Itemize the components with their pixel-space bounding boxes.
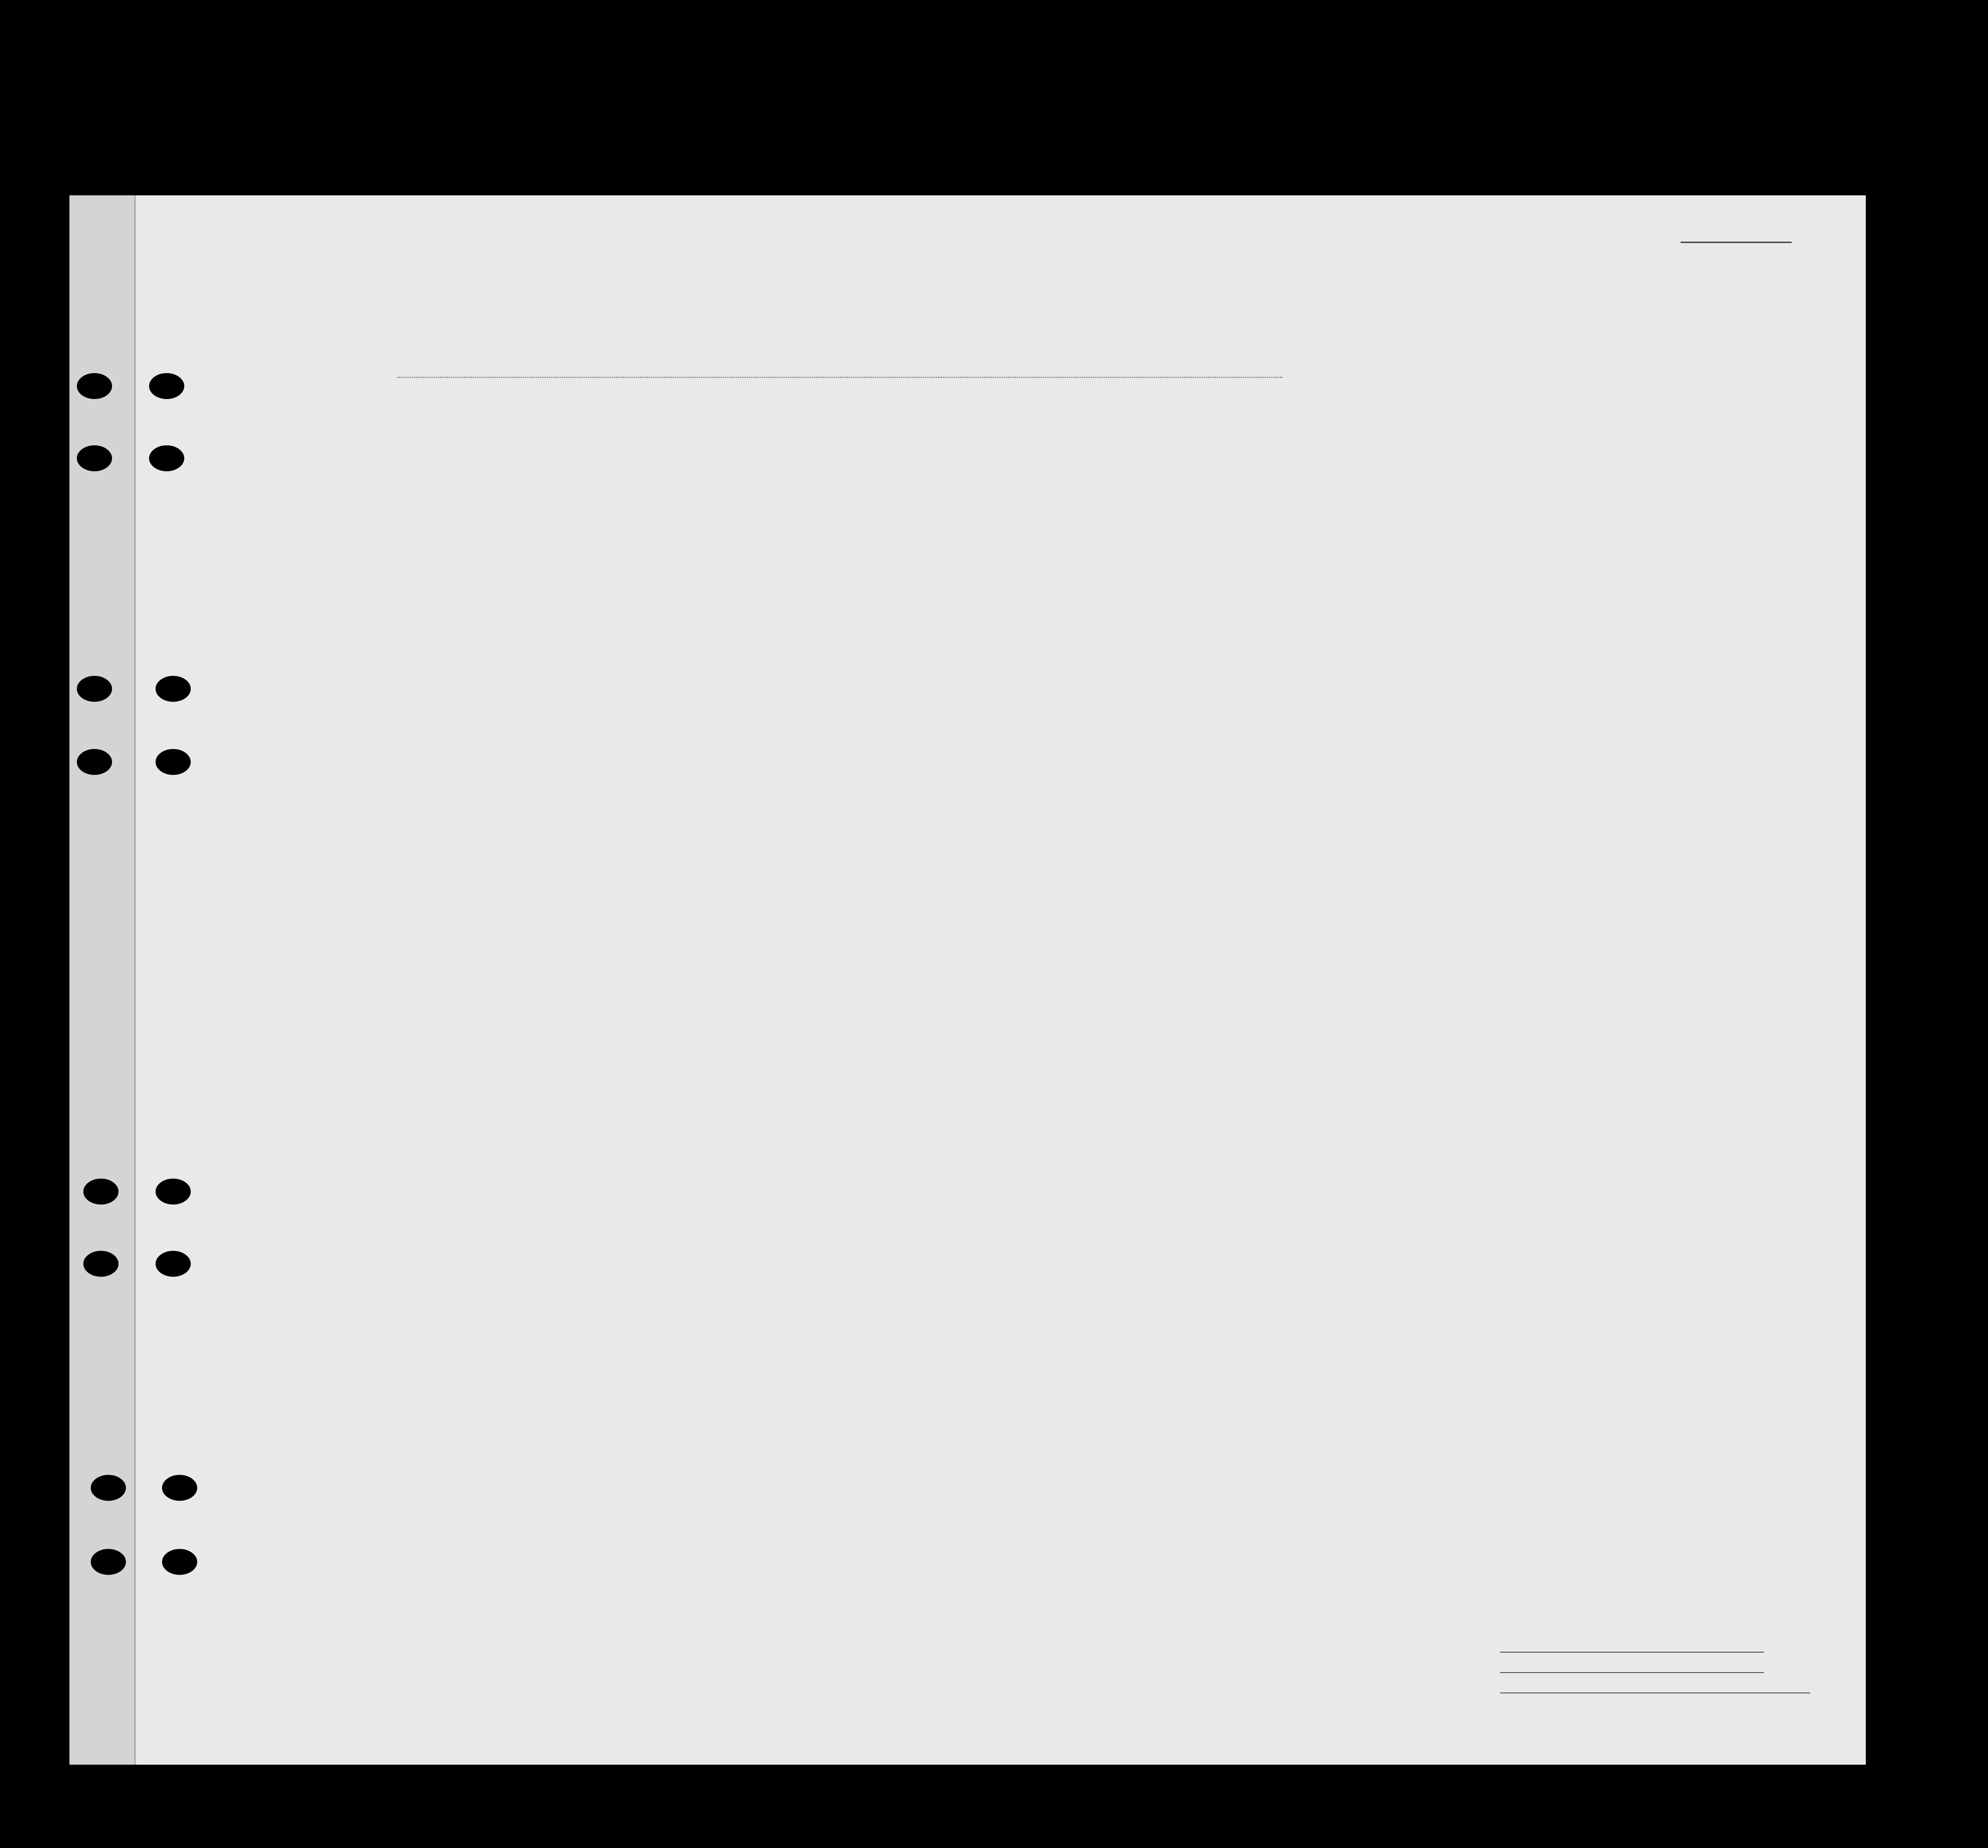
- col-24b-header: [1167, 473, 1193, 566]
- owners-value: [1500, 1672, 1764, 1673]
- manifest-page: [69, 195, 1866, 1765]
- line-value: [1500, 1652, 1764, 1653]
- col-19-header: [604, 445, 631, 556]
- agents-value: [1500, 1692, 1810, 1693]
- col-27-header: [1285, 448, 1304, 564]
- col-29-header: [1374, 448, 1411, 564]
- col-30-header: [1412, 448, 1431, 564]
- col-24a-header: [1137, 473, 1163, 566]
- col-34-inches: [1560, 519, 1574, 561]
- col-34-feet: [1542, 519, 1556, 561]
- col-28-header: [1322, 448, 1369, 564]
- manifest-grid: [69, 195, 1866, 1765]
- col-24c-header: [1195, 473, 1221, 566]
- col-31-header: [1432, 448, 1450, 564]
- col-25-header: [1228, 448, 1261, 564]
- col-26-header: [1264, 448, 1282, 564]
- col-21-header: [704, 445, 722, 556]
